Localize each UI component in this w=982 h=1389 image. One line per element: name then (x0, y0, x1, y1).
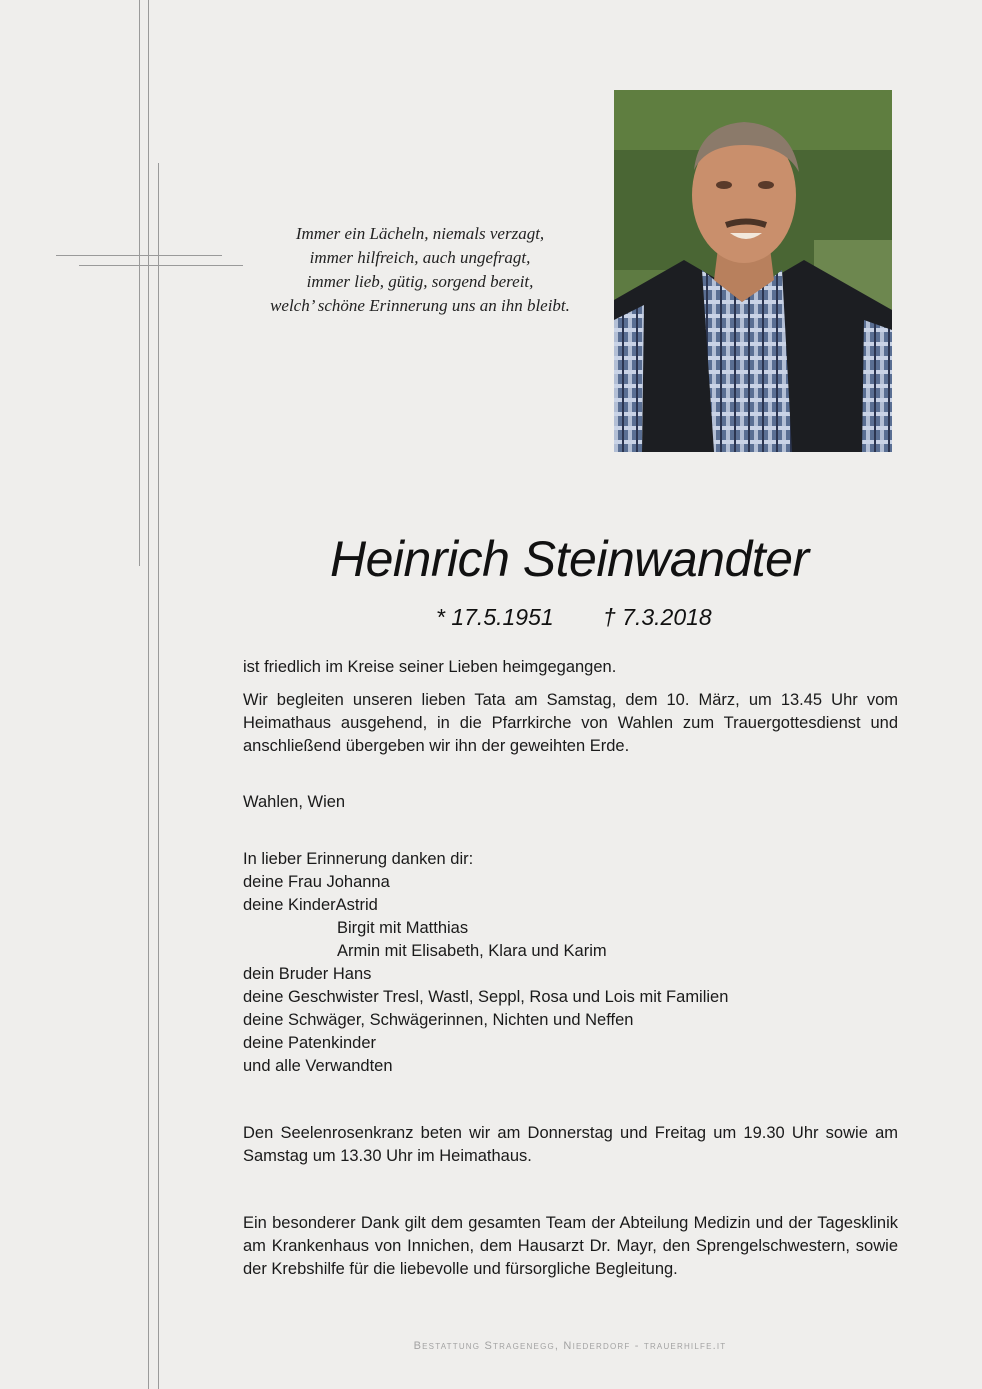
birth-date: * 17.5.1951 (436, 604, 554, 630)
place-text: Wahlen, Wien (243, 793, 346, 811)
portrait-photo (614, 90, 892, 452)
verse-line: immer lieb, gütig, sorgend bereit, (306, 272, 534, 291)
verse-line: Immer ein Lächeln, niemals verzagt, (295, 224, 545, 243)
cross-vertical-line-mid (148, 0, 149, 1389)
verse-line: welch’ schöne Erinnerung uns an ihn bleibt. (270, 296, 570, 315)
funeral-text: Wir begleiten unseren lieben Tata am Samstag, dem 10. März, um 13.45 Uhr vom Heimathaus ausgehend, in die Pfarrkirche von Wahlen zum Trauergottesdienst und anschließend übergeben wir ihn der geweihten Erde. (243, 691, 898, 755)
children-label: deine Kinder (243, 896, 336, 914)
child-line: Birgit mit Matthias (337, 919, 469, 937)
verse-line: immer hilfreich, auch ungefragt, (309, 248, 531, 267)
child-name: Astrid (335, 896, 378, 914)
child-line: Armin mit Elisabeth, Klara und Karim (337, 942, 607, 960)
mourner-line: deine Patenkinder (243, 1034, 377, 1052)
mourner-line: dein Bruder Hans (243, 965, 372, 983)
footer-credit: Bestattung Stragenegg, Niederdorf - trauerhilfe.it (413, 1340, 727, 1352)
mourner-line (243, 894, 898, 917)
mourner-line: deine Schwäger, Schwägerinnen, Nichten und Neffen (243, 1011, 634, 1029)
portrait-illustration (614, 90, 892, 452)
mourner-line: deine Frau Johanna (243, 873, 390, 891)
death-date: † 7.3.2018 (603, 604, 712, 630)
mourners-heading: In lieber Erinnerung danken dir: (243, 850, 474, 868)
rosary-text: Den Seelenrosenkranz beten wir am Donnerstag und Freitag um 19.30 Uhr sowie am Samstag um 13.30 Uhr im Heimathaus. (243, 1124, 898, 1165)
deceased-name: Heinrich Steinwandter (330, 531, 809, 587)
thanks-text: Ein besonderer Dank gilt dem gesamten Team der Abteilung Medizin und der Tagesklinik am Krankenhaus von Innichen, dem Hausarzt Dr. Mayr, den Sprengelschwestern, sowie der Krebshilfe für die liebevolle und fürsorgliche Begleitung. (243, 1214, 898, 1278)
intro-text: ist friedlich im Kreise seiner Lieben heimgegangen. (243, 658, 617, 676)
cross-horizontal-line-bottom (79, 265, 243, 266)
memorial-verse (240, 222, 600, 318)
mourner-line: und alle Verwandten (243, 1057, 393, 1075)
mourner-line: deine Geschwister Tresl, Wastl, Seppl, Rosa und Lois mit Familien (243, 988, 729, 1006)
cross-horizontal-line-top (56, 255, 222, 256)
cross-vertical-line-left (139, 0, 140, 566)
mourners-list (243, 848, 898, 1078)
cross-vertical-line-right (158, 163, 159, 1389)
